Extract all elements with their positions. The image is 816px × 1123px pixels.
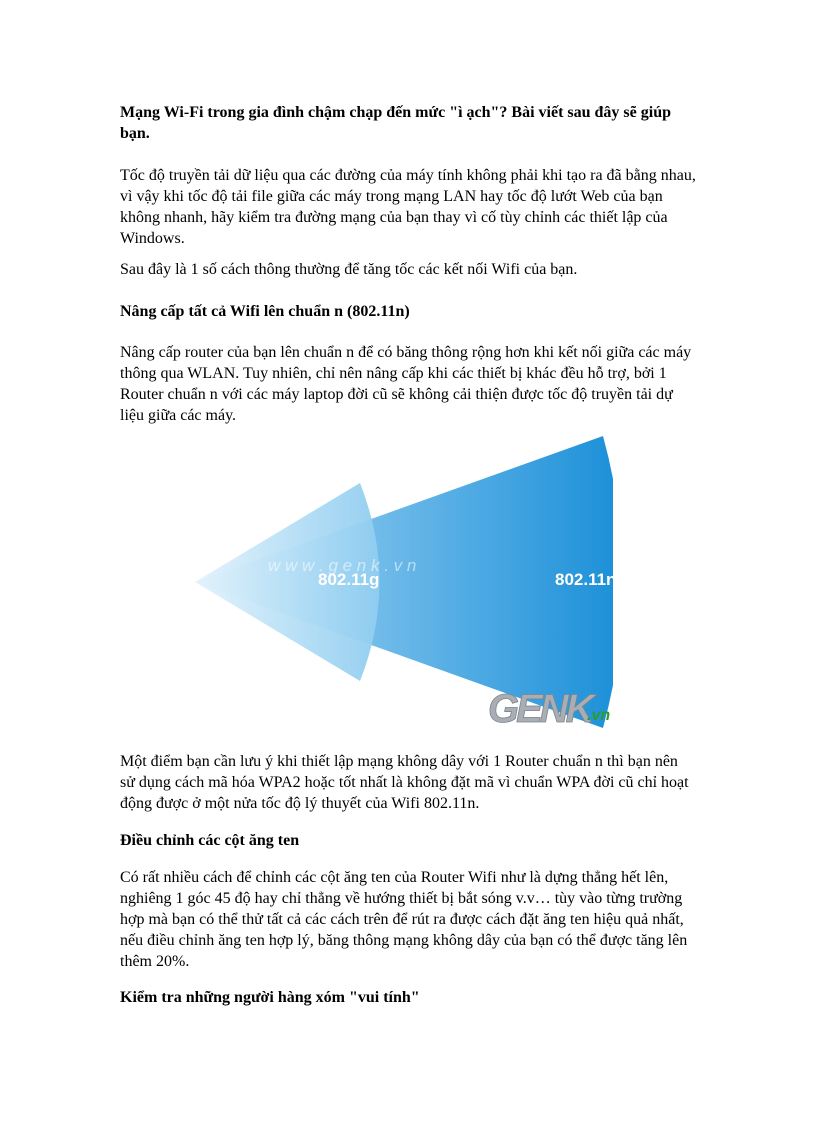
heading-antenna: Điều chỉnh các cột ăng ten <box>120 832 300 849</box>
paragraph-line: thông qua WLAN. Tuy nhiên, chỉ nên nâng cấp khi các thiết bị khác đều hỗ trợ, bởi 1 <box>120 365 667 382</box>
paragraph-line: vì vậy khi tốc độ tải file giữa các máy trong mạng LAN hay tốc độ lướt Web của bạn <box>120 188 663 205</box>
paragraph-line: sử dụng cách mã hóa WPA2 hoặc tốt nhất là không đặt mã vì chuẩn WPA đời cũ chỉ hoạt <box>120 774 689 791</box>
paragraph-3 <box>120 342 710 426</box>
paragraph-line: nghiêng 1 góc 45 độ hay chỉ thẳng về hướng thiết bị bắt sóng v.v… tùy vào từng trường <box>120 890 683 907</box>
watermark-text: w w w . g e n k . v n <box>268 556 417 575</box>
heading-neighbors: Kiểm tra những người hàng xóm "vui tính" <box>120 989 420 1006</box>
paragraph-4 <box>120 751 710 814</box>
paragraph-line: Windows. <box>120 230 185 247</box>
paragraph-line: Router chuẩn n với các máy laptop đời cũ sẽ không cải thiện được tốc độ truyền tải dự <box>120 386 673 403</box>
paragraph-line: hợp mà bạn có thể thử tất cả các cách trên để rút ra được cách đặt ăng ten hiệu quả nhất, <box>120 911 684 928</box>
paragraph-line: Sau đây là 1 số cách thông thường để tăng tốc các kết nối Wifi của bạn. <box>120 261 578 278</box>
wifi-range-illustration <box>193 433 613 730</box>
heading-upgrade-80211n: Nâng cấp tất cả Wifi lên chuẩn n (802.11n) <box>120 303 410 320</box>
paragraph-line: động được ở một nửa tốc độ lý thuyết của Wifi 802.11n. <box>120 795 480 812</box>
paragraph-line: Một điểm bạn cần lưu ý khi thiết lập mạng không dây với 1 Router chuẩn n thì bạn nên <box>120 753 678 770</box>
paragraph-line: liệu giữa các máy. <box>120 407 237 424</box>
intro-line: Mạng Wi-Fi trong gia đình chậm chạp đến mức "ì ạch"? Bài viết sau đây sẽ giúp <box>120 104 671 121</box>
paragraph-1 <box>120 165 710 249</box>
paragraph-line: Nâng cấp router của bạn lên chuẩn n để có băng thông rộng hơn khi kết nối giữa các máy <box>120 344 692 361</box>
paragraph-line: thêm 20%. <box>120 953 190 970</box>
paragraph-line: nếu điều chỉnh ăng ten hợp lý, băng thông mạng không dây của bạn có thể được tăng lên <box>120 932 688 949</box>
genk-logo-suffix: .vn <box>587 707 611 724</box>
paragraph-line: không nhanh, hãy kiểm tra đường mạng của bạn thay vì cố tùy chỉnh các thiết lập của <box>120 209 668 226</box>
paragraph-line: Có rất nhiều cách để chỉnh các cột ăng ten của Router Wifi như là dựng thẳng hết lên, <box>120 869 669 886</box>
genk-logo-main: GENK <box>488 687 592 730</box>
label-80211n: 802.11n <box>555 570 613 589</box>
intro-line: bạn. <box>120 125 150 142</box>
paragraph-2 <box>120 259 710 280</box>
paragraph-5 <box>120 867 710 972</box>
intro-paragraph <box>120 102 710 144</box>
wifi-range-figure <box>193 433 613 730</box>
label-80211g: 802.11g <box>318 570 380 589</box>
paragraph-line: Tốc độ truyền tải dữ liệu qua các đường của máy tính không phải khi tạo ra đã bằng nhau, <box>120 167 696 184</box>
